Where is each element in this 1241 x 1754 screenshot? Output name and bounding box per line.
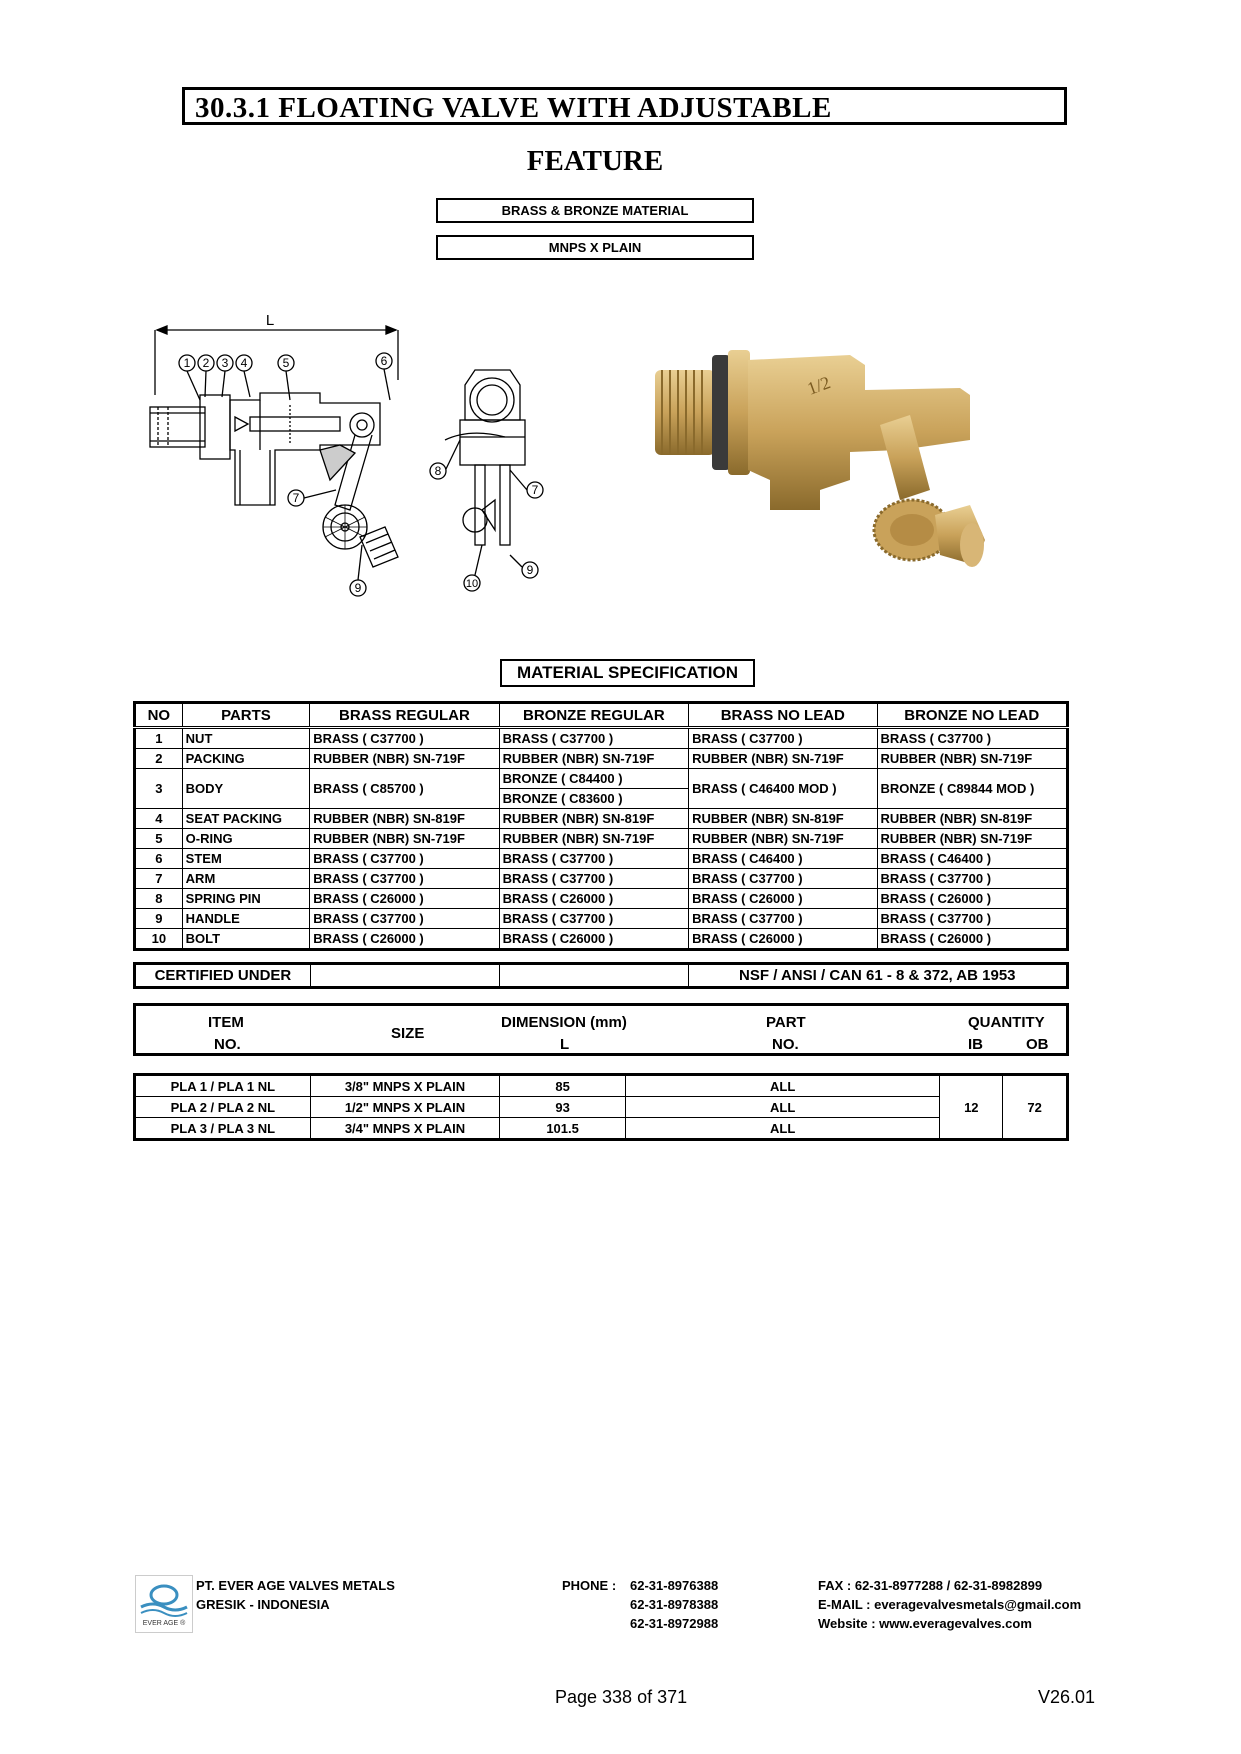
row-brass-no-lead: BRASS ( C37700 ): [689, 909, 877, 929]
row-brass-regular: BRASS ( C26000 ): [310, 929, 499, 950]
email: E-MAIL : everagevalvesmetals@gmail.com: [818, 1597, 1082, 1612]
row-brass-regular: RUBBER (NBR) SN-719F: [310, 829, 499, 849]
callout-1: 1: [183, 356, 191, 370]
table-row: [135, 869, 1068, 889]
dim-header-l: L: [560, 1036, 570, 1053]
feature-material: BRASS & BRONZE MATERIAL: [436, 198, 754, 223]
dim-qty-ob: 72: [1003, 1075, 1068, 1140]
table-row: [135, 909, 1068, 929]
dim-item: PLA 3 / PLA 3 NL: [135, 1118, 311, 1140]
table-row: [135, 728, 1068, 749]
row-brass-no-lead: BRASS ( C26000 ): [689, 929, 877, 950]
row-part: O-RING: [182, 829, 310, 849]
dim-header-dimension: DIMENSION (mm): [501, 1014, 627, 1031]
page-title: 30.3.1 FLOATING VALVE WITH ADJUSTABLE: [195, 92, 832, 124]
callout-9: 9: [354, 581, 362, 595]
row-brass-regular: RUBBER (NBR) SN-719F: [310, 749, 499, 769]
website: Website : www.everagevalves.com: [818, 1616, 1032, 1631]
dim-header-part: PART: [766, 1014, 806, 1031]
row-bronze-no-lead: RUBBER (NBR) SN-819F: [877, 809, 1068, 829]
callout-9-side: 9: [526, 563, 534, 577]
dim-header-ib: IB: [968, 1036, 983, 1053]
table-row: [135, 1075, 1068, 1097]
row-bronze-regular: BRASS ( C26000 ): [499, 929, 688, 950]
row-bronze-no-lead: BRASS ( C37700 ): [877, 869, 1068, 889]
row-no: 10: [135, 929, 183, 950]
material-spec-title: MATERIAL SPECIFICATION: [500, 659, 755, 687]
row-brass-regular: BRASS ( C37700 ): [310, 909, 499, 929]
header-no: NO: [135, 703, 183, 728]
dim-part: ALL: [625, 1075, 940, 1097]
header-parts: PARTS: [182, 703, 310, 728]
row-bronze-regular: BRASS ( C37700 ): [499, 909, 688, 929]
callout-10: 10: [465, 578, 479, 590]
table-row: [135, 829, 1068, 849]
table-row: [135, 749, 1068, 769]
dim-header-item-no: NO.: [214, 1036, 241, 1053]
phone-label: PHONE :: [562, 1578, 617, 1593]
dim-header-quantity: QUANTITY: [968, 1014, 1045, 1031]
valve-product-photo: [650, 340, 1100, 600]
row-part: ARM: [182, 869, 310, 889]
row-bronze-regular: RUBBER (NBR) SN-719F: [499, 829, 688, 849]
callout-4: 4: [240, 356, 248, 370]
header-brass-no-lead: BRASS NO LEAD: [689, 703, 877, 728]
material-table: [133, 701, 1069, 951]
feature-connection: MNPS X PLAIN: [436, 235, 754, 260]
row-part: SEAT PACKING: [182, 809, 310, 829]
row-brass-regular: BRASS ( C85700 ): [310, 769, 499, 809]
callout-7-side: 7: [531, 483, 539, 497]
table-row: [135, 769, 1068, 789]
table-row: [135, 1097, 1068, 1118]
dim-l: 93: [500, 1097, 626, 1118]
row-bronze-regular: BRONZE ( C84400 ): [499, 769, 688, 789]
row-part: NUT: [182, 728, 310, 749]
row-part: SPRING PIN: [182, 889, 310, 909]
row-brass-no-lead: RUBBER (NBR) SN-719F: [689, 749, 877, 769]
row-part: PACKING: [182, 749, 310, 769]
row-brass-no-lead: RUBBER (NBR) SN-719F: [689, 829, 877, 849]
row-bronze-no-lead: BRASS ( C26000 ): [877, 929, 1068, 950]
row-bronze-regular: BRASS ( C37700 ): [499, 869, 688, 889]
dim-header-part-no: NO.: [772, 1036, 799, 1053]
dim-size: 1/2" MNPS X PLAIN: [310, 1097, 500, 1118]
row-part: STEM: [182, 849, 310, 869]
cast-mark: 1/2: [804, 372, 833, 399]
row-bronze-no-lead: BRASS ( C37700 ): [877, 909, 1068, 929]
row-brass-regular: BRASS ( C37700 ): [310, 869, 499, 889]
row-brass-no-lead: BRASS ( C46400 MOD ): [689, 769, 877, 809]
row-bronze-no-lead: BRASS ( C46400 ): [877, 849, 1068, 869]
callout-2: 2: [202, 356, 210, 370]
row-no: 5: [135, 829, 183, 849]
table-row: [135, 929, 1068, 950]
certified-value: [688, 964, 1067, 988]
row-no: 8: [135, 889, 183, 909]
row-part: BODY: [182, 769, 310, 809]
table-row: [135, 809, 1068, 829]
row-no: 2: [135, 749, 183, 769]
row-brass-no-lead: RUBBER (NBR) SN-819F: [689, 809, 877, 829]
table-row: [135, 1118, 1068, 1140]
company-name: PT. EVER AGE VALVES METALS: [196, 1578, 395, 1593]
table-row: [135, 849, 1068, 869]
row-bronze-regular: BRASS ( C26000 ): [499, 889, 688, 909]
phone-2: 62-31-8978388: [630, 1597, 719, 1612]
phone-3: 62-31-8972988: [630, 1616, 719, 1631]
row-bronze-no-lead: BRASS ( C26000 ): [877, 889, 1068, 909]
callout-8: 8: [434, 464, 442, 478]
row-no: 1: [135, 728, 183, 749]
dim-item: PLA 2 / PLA 2 NL: [135, 1097, 311, 1118]
company-location: GRESIK - INDONESIA: [196, 1597, 330, 1612]
callout-7: 7: [292, 491, 300, 505]
dim-qty-ib: 12: [940, 1075, 1003, 1140]
dimension-l-label: L: [265, 312, 275, 329]
row-bronze-no-lead: RUBBER (NBR) SN-719F: [877, 749, 1068, 769]
row-brass-no-lead: BRASS ( C26000 ): [689, 889, 877, 909]
dim-size: 3/8" MNPS X PLAIN: [310, 1075, 500, 1097]
callout-5: 5: [282, 356, 290, 370]
row-bronze-regular: BRASS ( C37700 ): [499, 728, 688, 749]
dim-l: 101.5: [500, 1118, 626, 1140]
header-bronze-regular: BRONZE REGULAR: [499, 703, 688, 728]
material-table-header: [135, 703, 1068, 728]
row-bronze-regular-alt: BRONZE ( C83600 ): [499, 789, 688, 809]
row-no: 3: [135, 769, 183, 809]
row-brass-no-lead: BRASS ( C46400 ): [689, 849, 877, 869]
dim-header-ob: OB: [1026, 1036, 1049, 1053]
dim-part: ALL: [625, 1118, 940, 1140]
row-bronze-no-lead: BRASS ( C37700 ): [877, 728, 1068, 749]
row-brass-regular: RUBBER (NBR) SN-819F: [310, 809, 499, 829]
dim-header-size: SIZE: [391, 1025, 425, 1042]
dim-part: ALL: [625, 1097, 940, 1118]
dim-header-item: ITEM: [208, 1014, 244, 1031]
table-row: [135, 889, 1068, 909]
row-part: HANDLE: [182, 909, 310, 929]
company-logo: [135, 1575, 193, 1633]
page-number: Page 338 of 371: [555, 1687, 688, 1707]
row-bronze-regular: RUBBER (NBR) SN-819F: [499, 809, 688, 829]
row-no: 6: [135, 849, 183, 869]
dim-size: 3/4" MNPS X PLAIN: [310, 1118, 500, 1140]
certified-empty-2: [499, 964, 688, 988]
dimension-table: [133, 1073, 1069, 1141]
row-no: 4: [135, 809, 183, 829]
valve-technical-drawing: [140, 305, 610, 610]
row-brass-regular: BRASS ( C26000 ): [310, 889, 499, 909]
header-bronze-no-lead: BRONZE NO LEAD: [877, 703, 1068, 728]
row-bronze-no-lead: BRONZE ( C89844 MOD ): [877, 769, 1068, 809]
dim-l: 85: [500, 1075, 626, 1097]
row-brass-regular: BRASS ( C37700 ): [310, 728, 499, 749]
fax: FAX : 62-31-8977288 / 62-31-8982899: [818, 1578, 1043, 1593]
dimension-header: [133, 1003, 1069, 1056]
row-brass-no-lead: BRASS ( C37700 ): [689, 728, 877, 749]
logo-text: EVER AGE ®: [142, 1620, 186, 1627]
title-box: [182, 87, 1067, 125]
header-brass-regular: BRASS REGULAR: [310, 703, 499, 728]
row-part: BOLT: [182, 929, 310, 950]
feature-heading: FEATURE: [526, 145, 664, 177]
row-brass-regular: BRASS ( C37700 ): [310, 849, 499, 869]
callout-6: 6: [380, 354, 388, 368]
row-bronze-regular: BRASS ( C37700 ): [499, 849, 688, 869]
certified-standard: NSF / ANSI / CAN 61 - 8 & 372, AB 1953: [739, 967, 1016, 984]
row-brass-no-lead: BRASS ( C37700 ): [689, 869, 877, 889]
row-no: 9: [135, 909, 183, 929]
version: V26.01: [1038, 1687, 1096, 1707]
phone-1: 62-31-8976388: [630, 1578, 719, 1593]
certified-table: [133, 962, 1069, 989]
row-no: 7: [135, 869, 183, 889]
row-bronze-no-lead: RUBBER (NBR) SN-719F: [877, 829, 1068, 849]
row-bronze-regular: RUBBER (NBR) SN-719F: [499, 749, 688, 769]
certified-label: CERTIFIED UNDER: [135, 964, 311, 988]
callout-3: 3: [221, 356, 229, 370]
certified-empty-1: [310, 964, 499, 988]
dim-item: PLA 1 / PLA 1 NL: [135, 1075, 311, 1097]
